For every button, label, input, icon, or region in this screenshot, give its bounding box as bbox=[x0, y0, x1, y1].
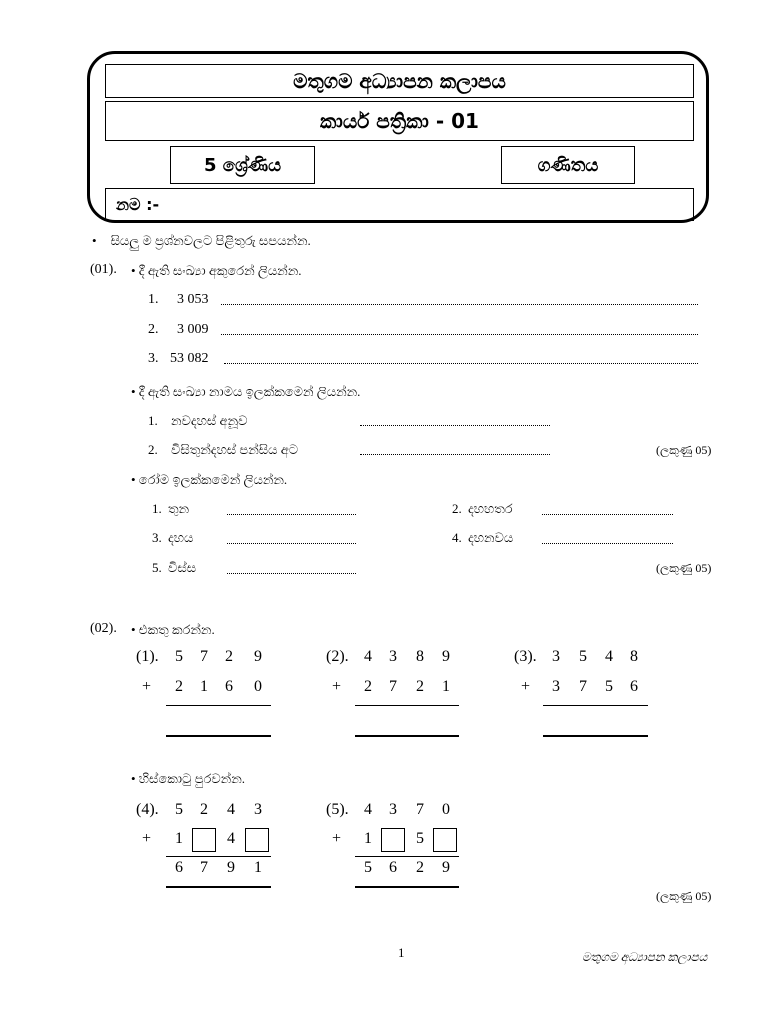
q2a-prompt: • එකතු කරන්න. bbox=[131, 622, 215, 637]
sum4-top-d3: 4 bbox=[227, 801, 235, 818]
sum4-res-d4: 1 bbox=[254, 859, 262, 876]
sum4-blank-box-1[interactable] bbox=[192, 828, 216, 852]
sum5-res-d2: 6 bbox=[389, 859, 397, 876]
sum2-top-d3: 8 bbox=[416, 648, 424, 665]
sum3-bot-d4: 6 bbox=[630, 678, 638, 695]
sum3-bot-d3: 5 bbox=[605, 678, 613, 695]
sum5-plus: + bbox=[332, 830, 342, 847]
sum3-rule bbox=[543, 705, 648, 706]
q1c-idx-2: 2. bbox=[452, 501, 462, 516]
q1b-answer-line-1[interactable] bbox=[360, 425, 550, 426]
sum5-res-d4: 9 bbox=[442, 859, 450, 876]
sum3-top-d1: 3 bbox=[552, 648, 560, 665]
q2b-marks: (ලකුණු 05) bbox=[656, 889, 712, 903]
sum4-plus: + bbox=[142, 830, 152, 847]
sum2-plus: + bbox=[332, 678, 342, 695]
sum2-top-d4: 9 bbox=[442, 648, 450, 665]
sum2-top-d2: 3 bbox=[389, 648, 397, 665]
sum3-plus: + bbox=[521, 678, 531, 695]
q1c-text-2: දහහතර bbox=[468, 501, 513, 516]
subject-box: ගණිතය bbox=[501, 146, 635, 184]
sum2-bot-d2: 7 bbox=[389, 678, 397, 695]
q1b-text-1: නවදහස් අනූව bbox=[171, 413, 248, 428]
sum4-idx: (4). bbox=[136, 801, 159, 818]
q1c-text-1: තුන bbox=[168, 501, 190, 516]
sum4-bottom-rule bbox=[166, 886, 271, 888]
q1c-text-5: විස්ස bbox=[168, 560, 197, 575]
sum5-blank-box-2[interactable] bbox=[433, 828, 457, 852]
q1a-idx-2: 2. bbox=[148, 322, 159, 337]
sum4-res-d2: 7 bbox=[200, 859, 208, 876]
q1b-idx-2: 2. bbox=[148, 442, 158, 457]
sum5-top-d2: 3 bbox=[389, 801, 397, 818]
q1c-marks: (ලකුණු 05) bbox=[656, 561, 712, 575]
q1c-answer-line-1[interactable] bbox=[227, 514, 356, 515]
instruction: • සියලු ම ප්‍රශ්නවලට පිළිතුරු සපයන්න. bbox=[92, 233, 311, 248]
sum1-top-d3: 2 bbox=[225, 648, 233, 665]
q1a-answer-line-1[interactable] bbox=[221, 304, 698, 305]
sum3-bot-d2: 7 bbox=[579, 678, 587, 695]
instruction-text: සියලු ම ප්‍රශ්නවලට පිළිතුරු සපයන්න. bbox=[110, 233, 311, 248]
q1c-answer-line-4[interactable] bbox=[542, 543, 673, 544]
sum4-top-d1: 5 bbox=[175, 801, 183, 818]
sum4-top-d4: 3 bbox=[254, 801, 262, 818]
q1b-idx-1: 1. bbox=[148, 413, 158, 428]
q1c-answer-line-3[interactable] bbox=[227, 543, 356, 544]
q2-number: (02). bbox=[90, 621, 117, 636]
q2b-prompt: • හිස්කොටු පුරවන්න. bbox=[131, 771, 246, 786]
q1c-answer-line-5[interactable] bbox=[227, 573, 356, 574]
q1b-text-2: විසිතුන්දහස් පන්සිය අට bbox=[171, 442, 299, 457]
sum4-top-d2: 2 bbox=[200, 801, 208, 818]
q1c-idx-4: 4. bbox=[452, 530, 462, 545]
sum5-idx: (5). bbox=[326, 801, 349, 818]
sum5-bot-d1: 1 bbox=[364, 830, 372, 847]
sum1-plus: + bbox=[142, 678, 152, 695]
sum2-top-d1: 4 bbox=[364, 648, 372, 665]
sum1-top-d2: 7 bbox=[200, 648, 208, 665]
sum1-top-d1: 5 bbox=[175, 648, 183, 665]
sum2-bot-d3: 2 bbox=[416, 678, 424, 695]
sum3-top-d2: 5 bbox=[579, 648, 587, 665]
q1b-marks: (ලකුණු 05) bbox=[656, 443, 712, 457]
sum5-bot-d3: 5 bbox=[416, 830, 424, 847]
sum3-top-d3: 4 bbox=[605, 648, 613, 665]
sum2-bot-d4: 1 bbox=[442, 678, 450, 695]
q1a-value-2: 3 009 bbox=[177, 322, 209, 337]
q1c-idx-3: 3. bbox=[152, 530, 162, 545]
sum5-top-d1: 4 bbox=[364, 801, 372, 818]
sum5-bottom-rule bbox=[355, 886, 459, 888]
sum1-rule bbox=[166, 705, 271, 706]
sum5-rule bbox=[355, 856, 459, 857]
q1a-idx-1: 1. bbox=[148, 292, 159, 307]
grade-box: 5 ශ්‍රේණිය bbox=[170, 146, 315, 184]
sum1-top-d4: 9 bbox=[254, 648, 262, 665]
sum5-res-d1: 5 bbox=[364, 859, 372, 876]
sum3-top-d4: 8 bbox=[630, 648, 638, 665]
q1b-answer-line-2[interactable] bbox=[360, 454, 550, 455]
sum4-res-d3: 9 bbox=[227, 859, 235, 876]
q1a-answer-line-3[interactable] bbox=[224, 363, 698, 364]
sum1-bot-d4: 0 bbox=[254, 678, 262, 695]
sum5-res-d3: 2 bbox=[416, 859, 424, 876]
q1c-answer-line-2[interactable] bbox=[542, 514, 673, 515]
sum5-top-d4: 0 bbox=[442, 801, 450, 818]
q1a-answer-line-2[interactable] bbox=[221, 334, 698, 335]
sum4-rule bbox=[166, 856, 271, 857]
sum3-bot-d1: 3 bbox=[552, 678, 560, 695]
sum5-blank-box-1[interactable] bbox=[381, 828, 405, 852]
q1a-value-3: 53 082 bbox=[170, 351, 209, 366]
sum3-idx: (3). bbox=[514, 648, 537, 665]
q1a-value-1: 3 053 bbox=[177, 292, 209, 307]
sum2-bot-d1: 2 bbox=[364, 678, 372, 695]
q1a-idx-3: 3. bbox=[148, 351, 159, 366]
sum2-answer-rule[interactable] bbox=[355, 735, 459, 737]
sum4-bot-d3: 4 bbox=[227, 830, 235, 847]
sum1-idx: (1). bbox=[136, 648, 159, 665]
sum4-blank-box-2[interactable] bbox=[245, 828, 269, 852]
q1b-prompt: • දී ඇති සංඛ්‍යා නාමය ඉලක්කමෙන් ලියන්න. bbox=[131, 384, 361, 399]
sum2-idx: (2). bbox=[326, 648, 349, 665]
q1c-prompt: • රෝම ඉලක්කමෙන් ලියන්න. bbox=[131, 472, 288, 487]
sheet-title: කාර්ය පත්‍රිකා - 01 bbox=[105, 101, 694, 141]
page-number: 1 bbox=[398, 945, 405, 960]
name-field[interactable] bbox=[105, 188, 694, 221]
sum3-answer-rule[interactable] bbox=[543, 735, 648, 737]
sum1-answer-rule[interactable] bbox=[166, 735, 271, 737]
sum2-rule bbox=[355, 705, 459, 706]
q1c-text-4: දහනවය bbox=[468, 530, 514, 545]
name-label: නම :- bbox=[116, 194, 160, 214]
sum5-top-d3: 7 bbox=[416, 801, 424, 818]
sum1-bot-d1: 2 bbox=[175, 678, 183, 695]
q1c-idx-1: 1. bbox=[152, 501, 162, 516]
zone-title: මතුගම අධ්‍යාපන කලාපය bbox=[105, 64, 694, 98]
q1c-idx-5: 5. bbox=[152, 560, 162, 575]
sum1-bot-d2: 1 bbox=[200, 678, 208, 695]
q1c-text-3: දහය bbox=[168, 530, 194, 545]
q1a-prompt: • දී ඇති සංඛ්‍යා අකුරෙන් ලියන්න. bbox=[131, 263, 302, 278]
sum4-bot-d1: 1 bbox=[175, 830, 183, 847]
footer-zone: මතුගම අධ්‍යාපන කලාපය bbox=[582, 950, 708, 964]
sum1-bot-d3: 6 bbox=[225, 678, 233, 695]
q1-number: (01). bbox=[90, 262, 117, 277]
sum4-res-d1: 6 bbox=[175, 859, 183, 876]
